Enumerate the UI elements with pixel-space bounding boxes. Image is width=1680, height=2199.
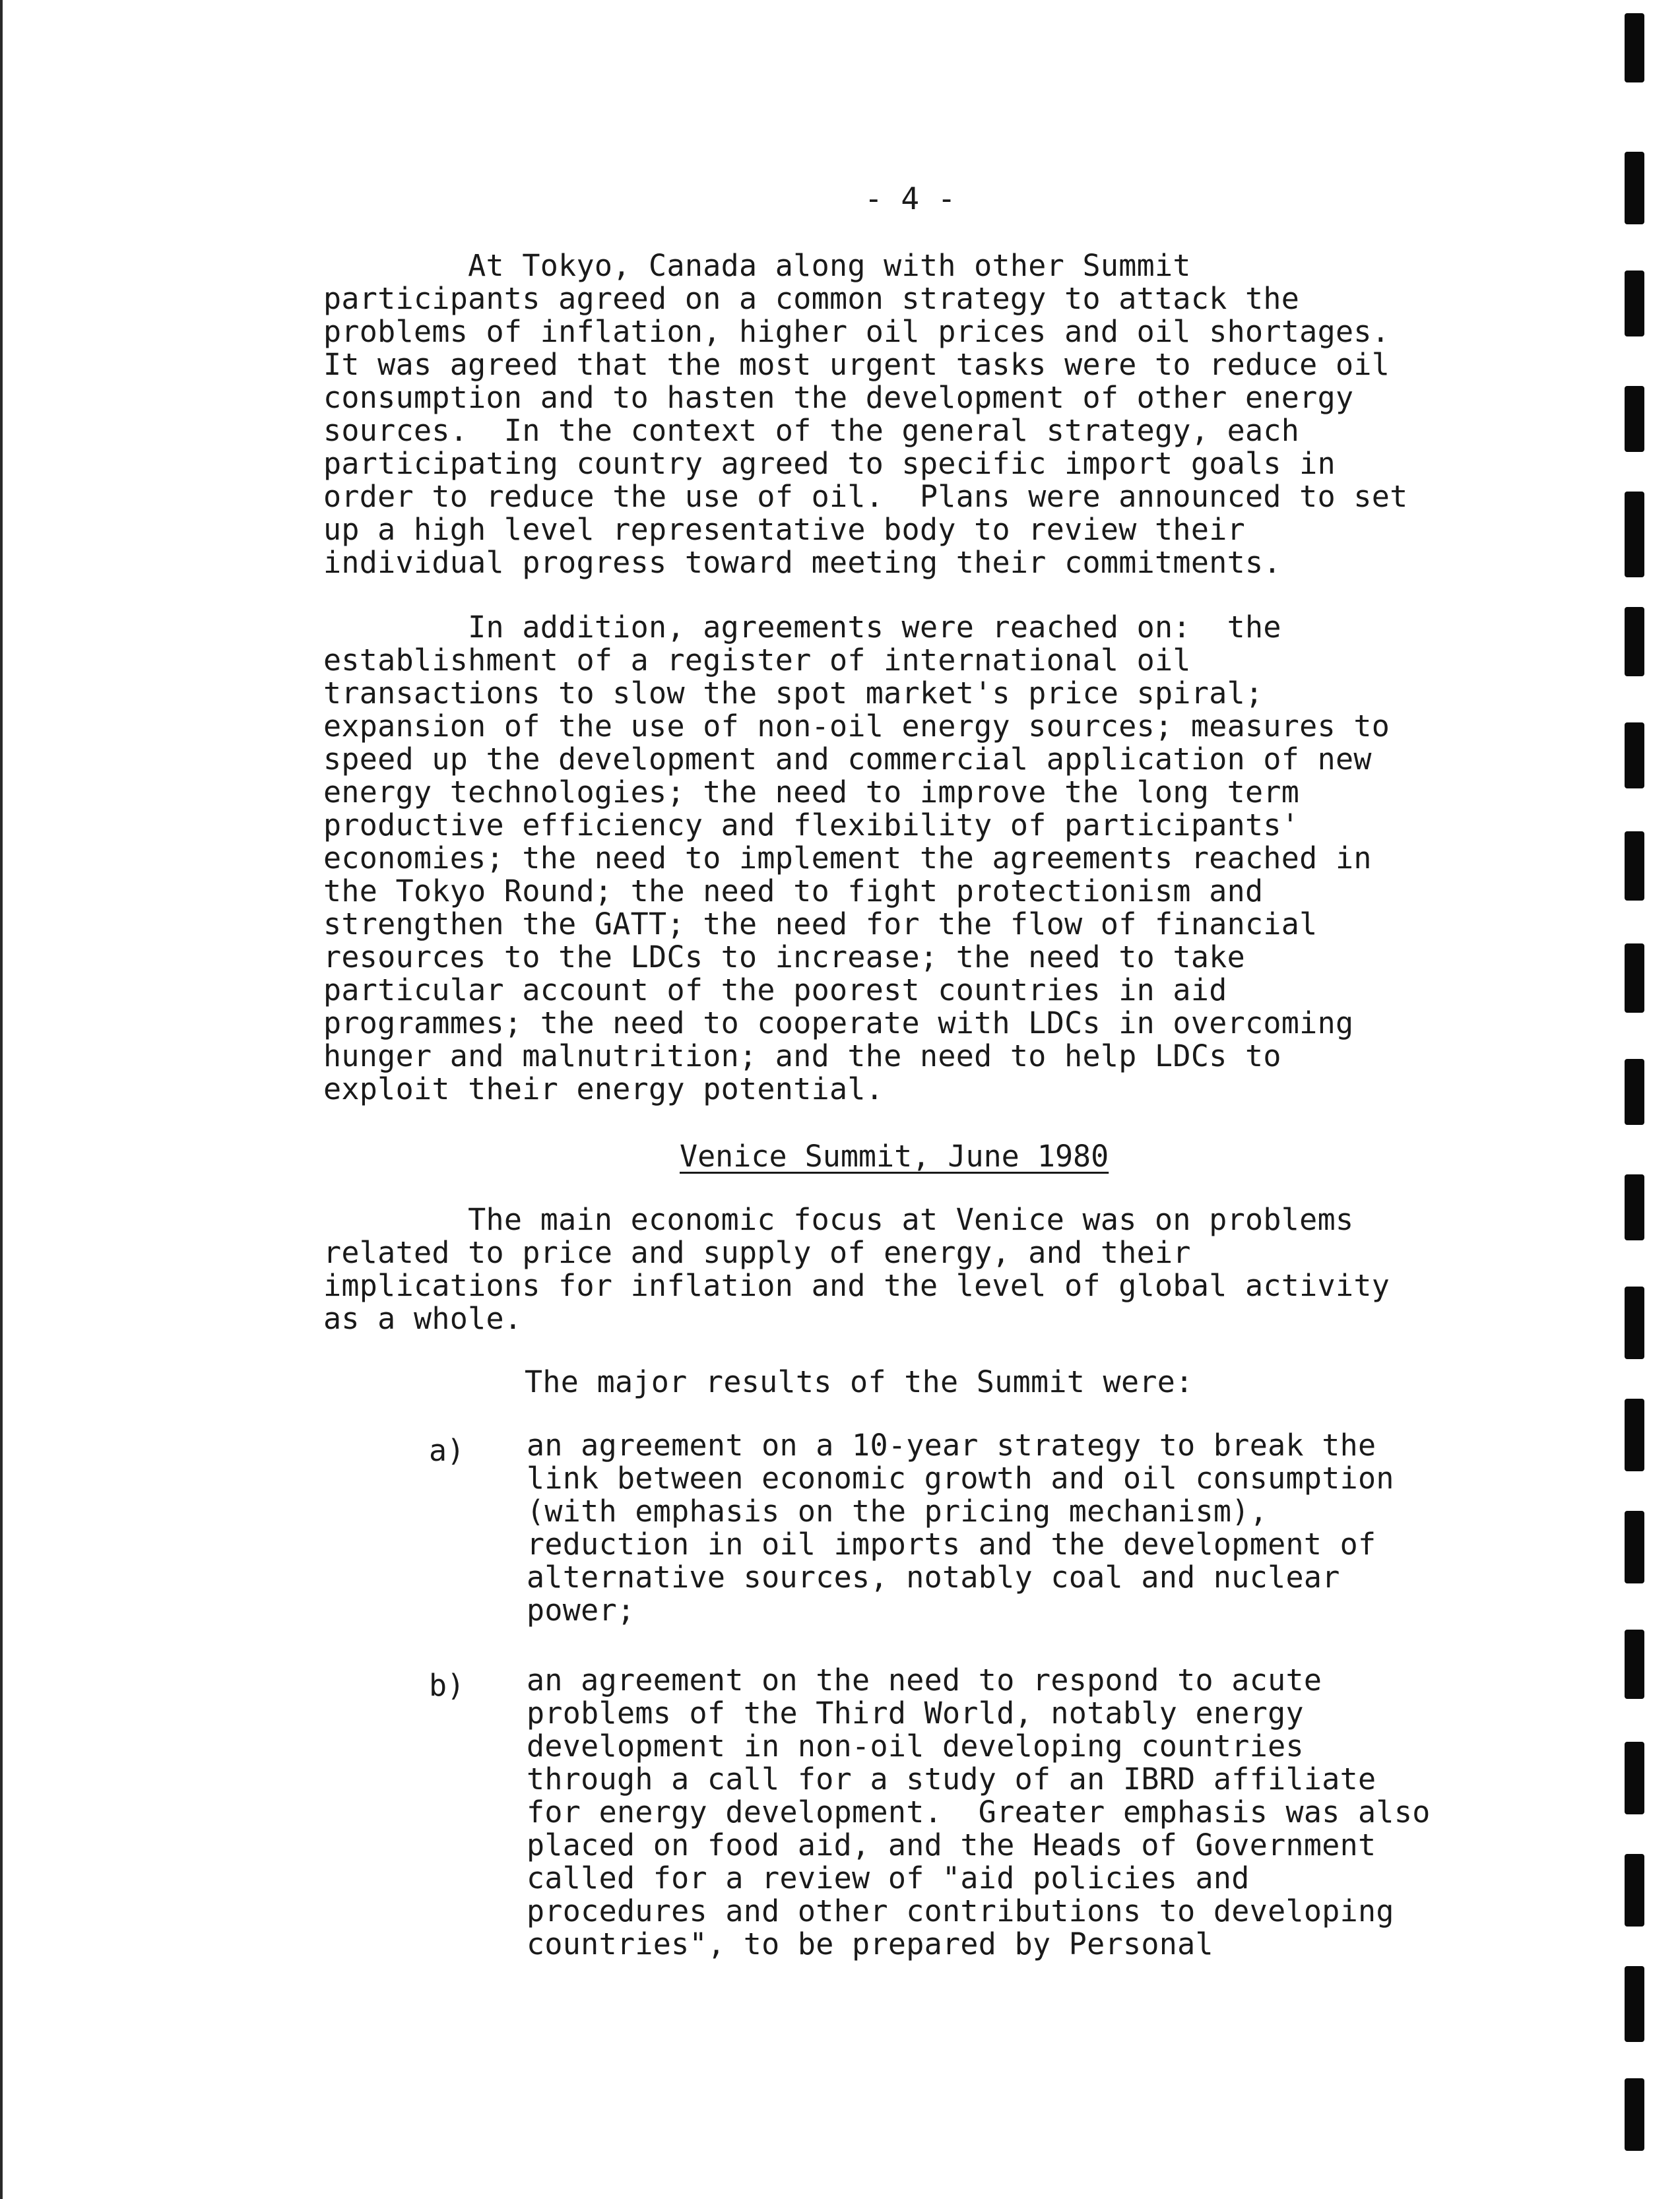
- paragraph-tokyo-strategy: At Tokyo, Canada along with other Summit participants agreed on a common strategy to attack the problems of inflation, higher oil prices and oil shortages. It was agreed that the most urgent tasks were to reduce oil consumption and to hasten the development of other energy sources. In the context of the general strategy, each participating country agreed to specific import goals in order to reduce the use of oil. Plans were announced to set up a high level representative body to review their individual progress toward meeting their commitments.: [323, 248, 1408, 580]
- list-item-text: an agreement on a 10-year strategy to break the link between economic growth and oil consumption (with emphasis on the pricing mechanism), reduction in oil imports and the development of alternative sources, notably coal and nuclear power;: [527, 1428, 1394, 1628]
- binder-mark: [1625, 1854, 1644, 1927]
- paragraph-results-intro: The major results of the Summit were:: [525, 1364, 1194, 1399]
- paragraph-tokyo-agreements: In addition, agreements were reached on: the establishment of a register of international oil transactions to slow the spot market's price spiral; expansion of the use of non-oil energy sources; measures to speed up the development and commercial application of new energy technologies; the need to improve the long term productive efficiency and flexibility of participants' economies; the need to implement the agreements reached in the Tokyo Round; the need to fight protectionism and strengthen the GATT; the need for the flow of financial resources to the LDCs to increase; the need to take particular account of the poorest countries in aid programmes; the need to cooperate with LDCs in overcoming hunger and malnutrition; and the need to help LDCs to exploit their energy potential.: [323, 610, 1390, 1106]
- binder-mark: [1625, 2078, 1644, 2151]
- binder-mark: [1625, 1287, 1644, 1359]
- paragraph-venice-focus: The main economic focus at Venice was on problems related to price and supply of energy, and their implications for inflation and the level of global activity as a whole.: [323, 1202, 1390, 1336]
- binder-mark: [1625, 1742, 1644, 1814]
- list-item-label: a): [429, 1433, 465, 1468]
- binder-mark: [1625, 722, 1644, 788]
- binder-mark: [1625, 607, 1644, 676]
- binder-mark: [1625, 1966, 1644, 2042]
- binder-mark: [1625, 1174, 1644, 1240]
- page-number: - 4 -: [864, 181, 956, 216]
- binder-mark: [1625, 13, 1644, 82]
- binder-mark: [1625, 1059, 1644, 1125]
- binder-mark: [1625, 1399, 1644, 1471]
- binder-mark: [1625, 943, 1644, 1013]
- binder-mark: [1625, 492, 1644, 577]
- page-left-edge: [0, 0, 3, 2199]
- section-heading-venice: Venice Summit, June 1980: [680, 1139, 1109, 1174]
- list-item-label: b): [429, 1668, 465, 1703]
- binder-mark: [1625, 1630, 1644, 1699]
- binder-mark: [1625, 271, 1644, 336]
- list-item-text: an agreement on the need to respond to acute problems of the Third World, notably energy development in non-oil developing countries through a call for a study of an IBRD affiliate for energy development. Greater emphasis was also placed on food aid, and the Heads of Government called for a review of "aid policies and procedures and other contributions to developing countries", to be prepared by Personal: [527, 1663, 1431, 1961]
- binder-mark: [1625, 152, 1644, 224]
- binder-mark: [1625, 1511, 1644, 1583]
- binder-mark: [1625, 386, 1644, 452]
- binder-hole-marks: [1610, 0, 1680, 2199]
- binder-mark: [1625, 831, 1644, 901]
